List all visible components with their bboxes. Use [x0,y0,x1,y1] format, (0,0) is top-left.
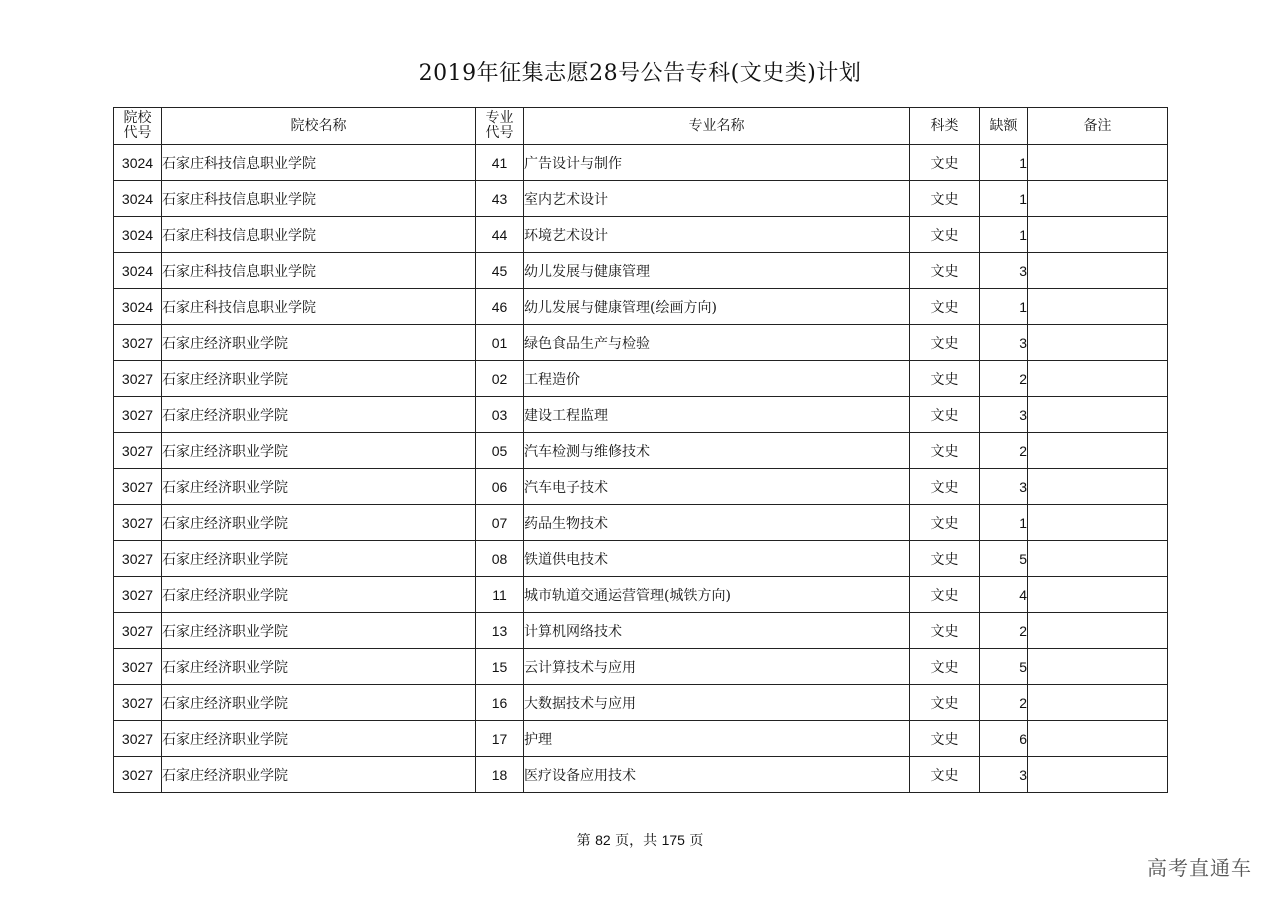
cell-note [1028,577,1168,613]
cell-major-code: 13 [476,613,524,649]
cell-major-name: 环境艺术设计 [524,217,910,253]
cell-note [1028,397,1168,433]
cell-quota: 5 [980,541,1028,577]
cell-school-name: 石家庄经济职业学院 [162,325,476,361]
cell-school-code: 3027 [114,469,162,505]
cell-school-name: 石家庄经济职业学院 [162,361,476,397]
cell-school-code: 3027 [114,721,162,757]
cell-school-name: 石家庄科技信息职业学院 [162,217,476,253]
cell-note [1028,721,1168,757]
cell-note [1028,181,1168,217]
cell-school-name: 石家庄科技信息职业学院 [162,289,476,325]
cell-major-name: 幼儿发展与健康管理 [524,253,910,289]
cell-category: 文史 [910,541,980,577]
cell-major-code: 06 [476,469,524,505]
cell-note [1028,757,1168,793]
cell-major-name: 药品生物技术 [524,505,910,541]
cell-major-code: 17 [476,721,524,757]
header-major-code [476,108,524,145]
cell-category: 文史 [910,505,980,541]
page-footer [0,830,1280,850]
cell-major-code: 08 [476,541,524,577]
cell-note [1028,613,1168,649]
cell-major-name: 广告设计与制作 [524,145,910,181]
cell-school-code: 3027 [114,649,162,685]
table-row [114,433,1168,469]
table-row [114,649,1168,685]
cell-quota: 3 [980,253,1028,289]
table-row [114,721,1168,757]
cell-note [1028,685,1168,721]
cell-quota: 2 [980,613,1028,649]
cell-school-name: 石家庄经济职业学院 [162,577,476,613]
cell-quota: 5 [980,649,1028,685]
header-major-code-line2: 代号 [485,125,514,141]
cell-quota: 1 [980,505,1028,541]
table-row [114,325,1168,361]
cell-school-code: 3024 [114,145,162,181]
cell-category: 文史 [910,181,980,217]
cell-major-code: 11 [476,577,524,613]
cell-school-name: 石家庄经济职业学院 [162,541,476,577]
cell-quota: 1 [980,289,1028,325]
cell-category: 文史 [910,649,980,685]
cell-school-name: 石家庄经济职业学院 [162,397,476,433]
cell-major-code: 01 [476,325,524,361]
cell-note [1028,433,1168,469]
cell-school-code: 3027 [114,613,162,649]
cell-school-code: 3027 [114,505,162,541]
cell-category: 文史 [910,685,980,721]
cell-quota: 6 [980,721,1028,757]
cell-major-name: 医疗设备应用技术 [524,757,910,793]
cell-note [1028,361,1168,397]
cell-note [1028,469,1168,505]
cell-major-name: 计算机网络技术 [524,613,910,649]
cell-note [1028,505,1168,541]
header-note: 备注 [1028,108,1168,145]
cell-major-code: 44 [476,217,524,253]
cell-major-code: 03 [476,397,524,433]
cell-category: 文史 [910,433,980,469]
header-major-code-line1: 专业 [485,110,514,126]
cell-note [1028,325,1168,361]
cell-category: 文史 [910,397,980,433]
cell-quota: 4 [980,577,1028,613]
cell-major-code: 05 [476,433,524,469]
cell-category: 文史 [910,217,980,253]
cell-school-code: 3027 [114,433,162,469]
header-quota: 缺额 [980,108,1028,145]
cell-major-name: 室内艺术设计 [524,181,910,217]
table-body [114,145,1168,793]
table-row [114,217,1168,253]
footer-total-pages: 175 [661,832,685,848]
header-school-code-line2: 代号 [123,125,152,141]
footer-suffix: 页 [689,833,704,849]
cell-major-name: 大数据技术与应用 [524,685,910,721]
cell-note [1028,145,1168,181]
cell-school-code: 3027 [114,577,162,613]
cell-major-code: 45 [476,253,524,289]
cell-major-name: 汽车检测与维修技术 [524,433,910,469]
cell-major-name: 铁道供电技术 [524,541,910,577]
cell-school-code: 3027 [114,325,162,361]
cell-category: 文史 [910,145,980,181]
cell-school-name: 石家庄经济职业学院 [162,613,476,649]
table-row [114,253,1168,289]
cell-school-name: 石家庄科技信息职业学院 [162,253,476,289]
cell-school-code: 3027 [114,361,162,397]
cell-school-code: 3027 [114,397,162,433]
cell-school-name: 石家庄经济职业学院 [162,469,476,505]
cell-quota: 2 [980,433,1028,469]
cell-major-name: 汽车电子技术 [524,469,910,505]
cell-major-name: 绿色食品生产与检验 [524,325,910,361]
cell-major-code: 16 [476,685,524,721]
footer-page-number: 82 [595,832,611,848]
table-row [114,397,1168,433]
table-row [114,145,1168,181]
cell-school-code: 3027 [114,541,162,577]
cell-category: 文史 [910,613,980,649]
cell-category: 文史 [910,577,980,613]
cell-quota: 1 [980,181,1028,217]
table-row [114,289,1168,325]
cell-school-code: 3027 [114,685,162,721]
cell-note [1028,649,1168,685]
header-major-name: 专业名称 [524,108,910,145]
cell-major-name: 护理 [524,721,910,757]
cell-school-code: 3024 [114,181,162,217]
cell-major-name: 建设工程监理 [524,397,910,433]
table-row [114,505,1168,541]
cell-major-name: 工程造价 [524,361,910,397]
cell-school-name: 石家庄经济职业学院 [162,433,476,469]
cell-category: 文史 [910,289,980,325]
cell-quota: 3 [980,325,1028,361]
cell-quota: 3 [980,757,1028,793]
header-school-name: 院校名称 [162,108,476,145]
cell-major-code: 41 [476,145,524,181]
cell-school-name: 石家庄经济职业学院 [162,685,476,721]
cell-category: 文史 [910,361,980,397]
table-header-row [114,108,1168,145]
cell-major-name: 云计算技术与应用 [524,649,910,685]
table-row [114,181,1168,217]
cell-category: 文史 [910,253,980,289]
cell-major-code: 15 [476,649,524,685]
table-row [114,361,1168,397]
cell-major-code: 46 [476,289,524,325]
table-row [114,541,1168,577]
cell-quota: 1 [980,145,1028,181]
table-row [114,469,1168,505]
cell-school-code: 3027 [114,757,162,793]
cell-note [1028,253,1168,289]
header-school-code-line1: 院校 [123,110,152,126]
cell-category: 文史 [910,721,980,757]
enrollment-plan-table [113,107,1168,793]
cell-school-name: 石家庄科技信息职业学院 [162,181,476,217]
cell-school-code: 3024 [114,289,162,325]
cell-school-name: 石家庄经济职业学院 [162,649,476,685]
cell-major-code: 18 [476,757,524,793]
cell-quota: 1 [980,217,1028,253]
cell-major-name: 城市轨道交通运营管理(城铁方向) [524,577,910,613]
watermark: 高考直通车 [1147,856,1252,880]
table-row [114,685,1168,721]
footer-prefix: 第 [576,833,591,849]
cell-major-code: 02 [476,361,524,397]
cell-quota: 2 [980,685,1028,721]
cell-school-name: 石家庄经济职业学院 [162,721,476,757]
cell-school-code: 3024 [114,217,162,253]
cell-school-name: 石家庄经济职业学院 [162,505,476,541]
table-row [114,613,1168,649]
header-category: 科类 [910,108,980,145]
cell-note [1028,541,1168,577]
table-row [114,577,1168,613]
cell-quota: 2 [980,361,1028,397]
table-row [114,757,1168,793]
cell-school-name: 石家庄科技信息职业学院 [162,145,476,181]
cell-school-name: 石家庄经济职业学院 [162,757,476,793]
footer-mid: 页，共 [615,833,658,849]
cell-quota: 3 [980,469,1028,505]
cell-category: 文史 [910,325,980,361]
cell-note [1028,217,1168,253]
page-title: 2019年征集志愿28号公告专科(文史类)计划 [418,61,862,86]
cell-category: 文史 [910,757,980,793]
cell-school-code: 3024 [114,253,162,289]
cell-major-code: 07 [476,505,524,541]
cell-major-name: 幼儿发展与健康管理(绘画方向) [524,289,910,325]
header-school-code [114,108,162,145]
cell-major-code: 43 [476,181,524,217]
cell-quota: 3 [980,397,1028,433]
cell-note [1028,289,1168,325]
cell-category: 文史 [910,469,980,505]
